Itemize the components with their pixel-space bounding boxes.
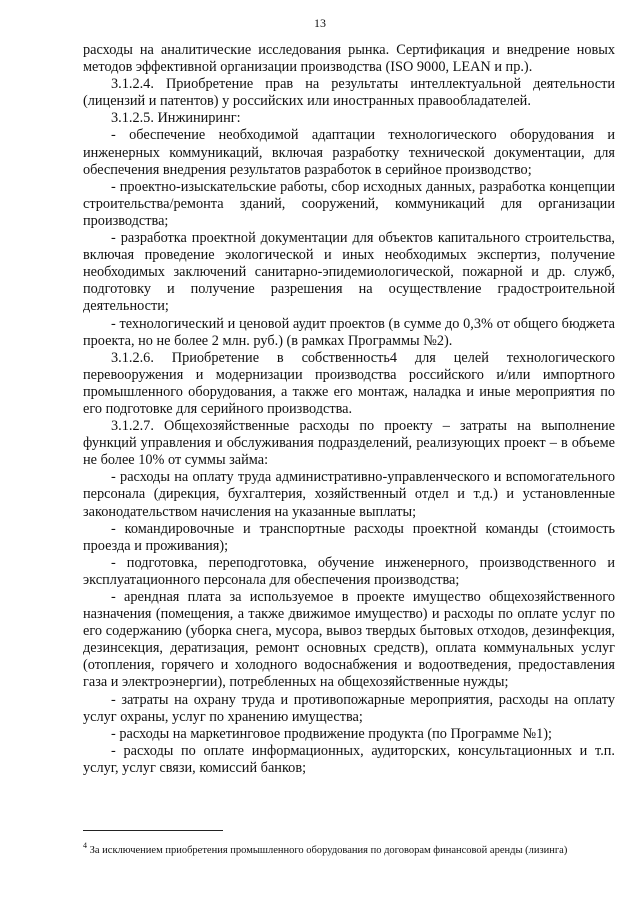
footnote-marker: 4: [83, 841, 87, 850]
paragraph: - командировочные и транспортные расходы проектной команды (стоимость проезда и проживания);: [83, 520, 615, 554]
paragraph: 3.1.2.7. Общехозяйственные расходы по проекту – затраты на выполнение функций управления и обслуживания подразделений, реализующих проект – в объеме не более 10% от суммы займа:: [83, 418, 615, 469]
paragraph: - расходы по оплате информационных, аудиторских, консультационных и т.п. услуг, услуг связи, комиссий банков;: [83, 742, 615, 776]
paragraph: - обеспечение необходимой адаптации технологического оборудования и инженерных коммуникаций, включая разработку технической документации, для обеспечения внедрения результатов разработок в серийное производство;: [83, 127, 615, 178]
paragraph: - разработка проектной документации для объектов капитального строительства, включая проведение экологической и иных необходимых экспертиз, получение необходимых заключений санитарно-эпидемиологической, пожарной и др. служб, подготовку и получение разрешения на осуществление градостроительной деятельности;: [83, 230, 615, 315]
paragraph: 3.1.2.4. Приобретение прав на результаты интеллектуальной деятельности (лицензий и патентов) у российских или иностранных правообладателей.: [83, 76, 615, 110]
paragraph: 3.1.2.5. Инжиниринг:: [111, 110, 241, 127]
paragraph: - затраты на охрану труда и противопожарные мероприятия, расходы на оплату услуг охраны, услуг по хранению имущества;: [83, 691, 615, 725]
body-text: [83, 42, 615, 777]
footnote-text: За исключением приобретения промышленного оборудования по договорам финансовой аренды (лизинга): [89, 845, 568, 856]
paragraph: - арендная плата за используемое в проекте имущество общехозяйственного назначения (помещения, а также движимое имущество) и расходы по оплате услуг по его содержанию (уборка снега, мусора, вывоз твердых бытовых отходов, дезинфекция, дезинсекция, дератизация, ремонт основных средств), оплата коммунальных услуг (отопления, горячего и холодного водоснабжения и водоотведения, предоставления газа и электроэнергии), потребленных на общехозяйственные нужды;: [83, 589, 615, 691]
page-number: 13: [314, 16, 326, 30]
paragraph: - расходы на оплату труда административно-управленческого и вспомогательного персонала (дирекция, бухгалтерия, хозяйственный отдел и т.д.) и установленные законодательством начисления на указанные выплаты;: [83, 469, 615, 520]
paragraph: - проектно-изыскательские работы, сбор исходных данных, разработка концепции строительства/ремонта зданий, сооружений, коммуникаций для организации производства;: [83, 178, 615, 229]
paragraph: - технологический и ценовой аудит проектов (в сумме до 0,3% от общего бюджета проекта, но не более 2 млн. руб.) (в рамках Программы №2).: [83, 315, 615, 349]
paragraph: - подготовка, переподготовка, обучение инженерного, производственного и эксплуатационного персонала для обеспечения производства;: [83, 554, 615, 588]
paragraph: 3.1.2.6. Приобретение в собственность4 для целей технологического перевооружения и модернизации производства российского и/или импортного промышленного оборудования, а также его монтаж, наладка и иные мероприятия по его подготовке для серийного производства.: [83, 349, 615, 417]
footnote: [83, 841, 615, 858]
footnote-divider: [83, 830, 223, 831]
paragraph: - расходы на маркетинговое продвижение продукта (по Программе №1);: [111, 725, 553, 742]
paragraph: расходы на аналитические исследования рынка. Сертификация и внедрение новых методов эффективной организации производства (ISO 9000, LEAN и пр.).: [83, 42, 615, 76]
